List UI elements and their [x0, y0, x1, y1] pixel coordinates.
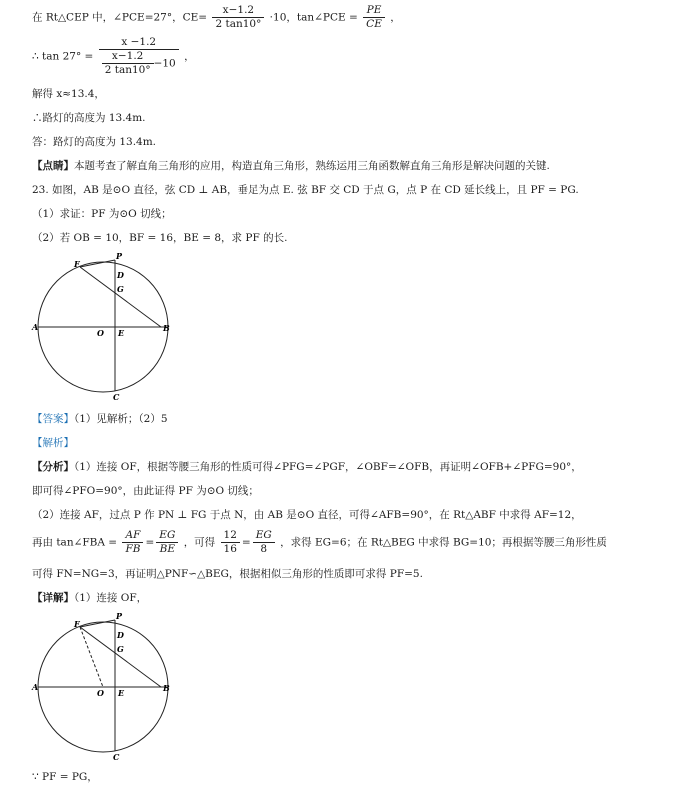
label-O: O — [97, 328, 104, 338]
label-P: P — [116, 252, 123, 261]
jiexi-line: 【解析】 — [32, 437, 74, 449]
nested-fraction: x −1.2 $\frac{x-1.2}{2 \tan 10^\circ}$ −10 — [99, 36, 179, 77]
analysis-2: 即可得∠PFO=90°，由此证得 PF 为⊙O 切线； — [32, 485, 259, 497]
label-B: B — [163, 323, 170, 333]
label-A: A — [32, 682, 39, 692]
label-G: G — [117, 284, 124, 294]
detail-line: 【详解】（1）连接 OF， — [32, 592, 148, 604]
line-5: 答：路灯的高度为 13.4m. — [32, 136, 157, 148]
text-segment: ， — [390, 11, 401, 24]
label-C: C — [113, 392, 120, 402]
label-O: O — [97, 688, 104, 698]
label-E: E — [118, 688, 125, 698]
label-C: C — [113, 752, 120, 762]
line-4: ∴路灯的高度为 13.4m. — [32, 112, 146, 124]
label-E: E — [118, 328, 125, 338]
question-23-part-1: （1）求证：PF 为⊙O 切线； — [32, 208, 172, 220]
analysis-5: 可得 FN=NG=3，再证明△PNF∽△BEG，根据相似三角形的性质即可求得 PF=5. — [32, 568, 423, 580]
analysis-1: 【分析】（1）连接 OF，根据等腰三角形的性质可得∠PFG=∠PGF，∠OBF=∠OFB，再证明∠OFB+∠PFG=90°， — [32, 461, 582, 473]
line-2: ∴ tan 27° = x −1.2 $\frac{x-1.2}{2 \tan 10^\circ}$ −10 ， — [32, 36, 195, 76]
answer-line: 【答案】（1）见解析；（2）5 — [32, 413, 168, 425]
text-segment: ·10，tan∠PCE = — [269, 11, 358, 24]
fraction: $\frac{PE}{CE}$ — [363, 4, 385, 31]
line-dianjing: 【点睛】本题考查了解直角三角形的应用，构造直角三角形，熟练运用三角函数解直角三角形是解决问题的关键. — [32, 160, 550, 172]
label-D: D — [117, 630, 124, 640]
label-F: F — [74, 259, 80, 269]
line-3: 解得 x≈13.4， — [32, 88, 105, 100]
label-B: B — [163, 683, 170, 693]
line-1 — [32, 4, 401, 31]
question-23: 23. 如图，AB 是⊙O 直径，弦 CD ⊥ AB，垂足为点 E. 弦 BF 交 CD 于点 G，点 P 在 CD 延长线上，且 PF = PG. — [32, 184, 579, 196]
last-line: ∵ PF = PG， — [32, 771, 98, 783]
label-D: D — [117, 270, 124, 280]
label-F: F — [74, 619, 80, 629]
text-segment: 在 Rt△CEP 中，∠PCE=27°，CE= — [32, 11, 208, 24]
analysis-3: （2）连接 AF，过点 P 作 PN ⊥ FG 于点 N，由 AB 是⊙O 直径，可得∠AFB=90°，在 Rt△ABF 中求得 AF=12， — [32, 509, 582, 521]
label-G: G — [117, 644, 124, 654]
geometry-figure-2 — [30, 612, 180, 762]
geometry-figure-1 — [30, 252, 180, 402]
label-A: A — [32, 322, 39, 332]
label-P: P — [116, 612, 123, 621]
fraction: $\frac{x-1.2}{2 \tan 10^\circ}$ — [212, 4, 264, 31]
analysis-4: 再由 tan∠FBA = $\frac{AF}{FB}$ = $\frac{EG}{BE}$ ，可得 $\frac{12}{16}$ = $\frac{EG}{8}$ ，求得 EG=6；在 Rt△BEG 中求得 BG=10；再根据等腰三角形性质 — [32, 529, 607, 555]
question-23-part-2: （2）若 OB = 10，BF = 16，BE = 8，求 PF 的长. — [32, 232, 288, 244]
